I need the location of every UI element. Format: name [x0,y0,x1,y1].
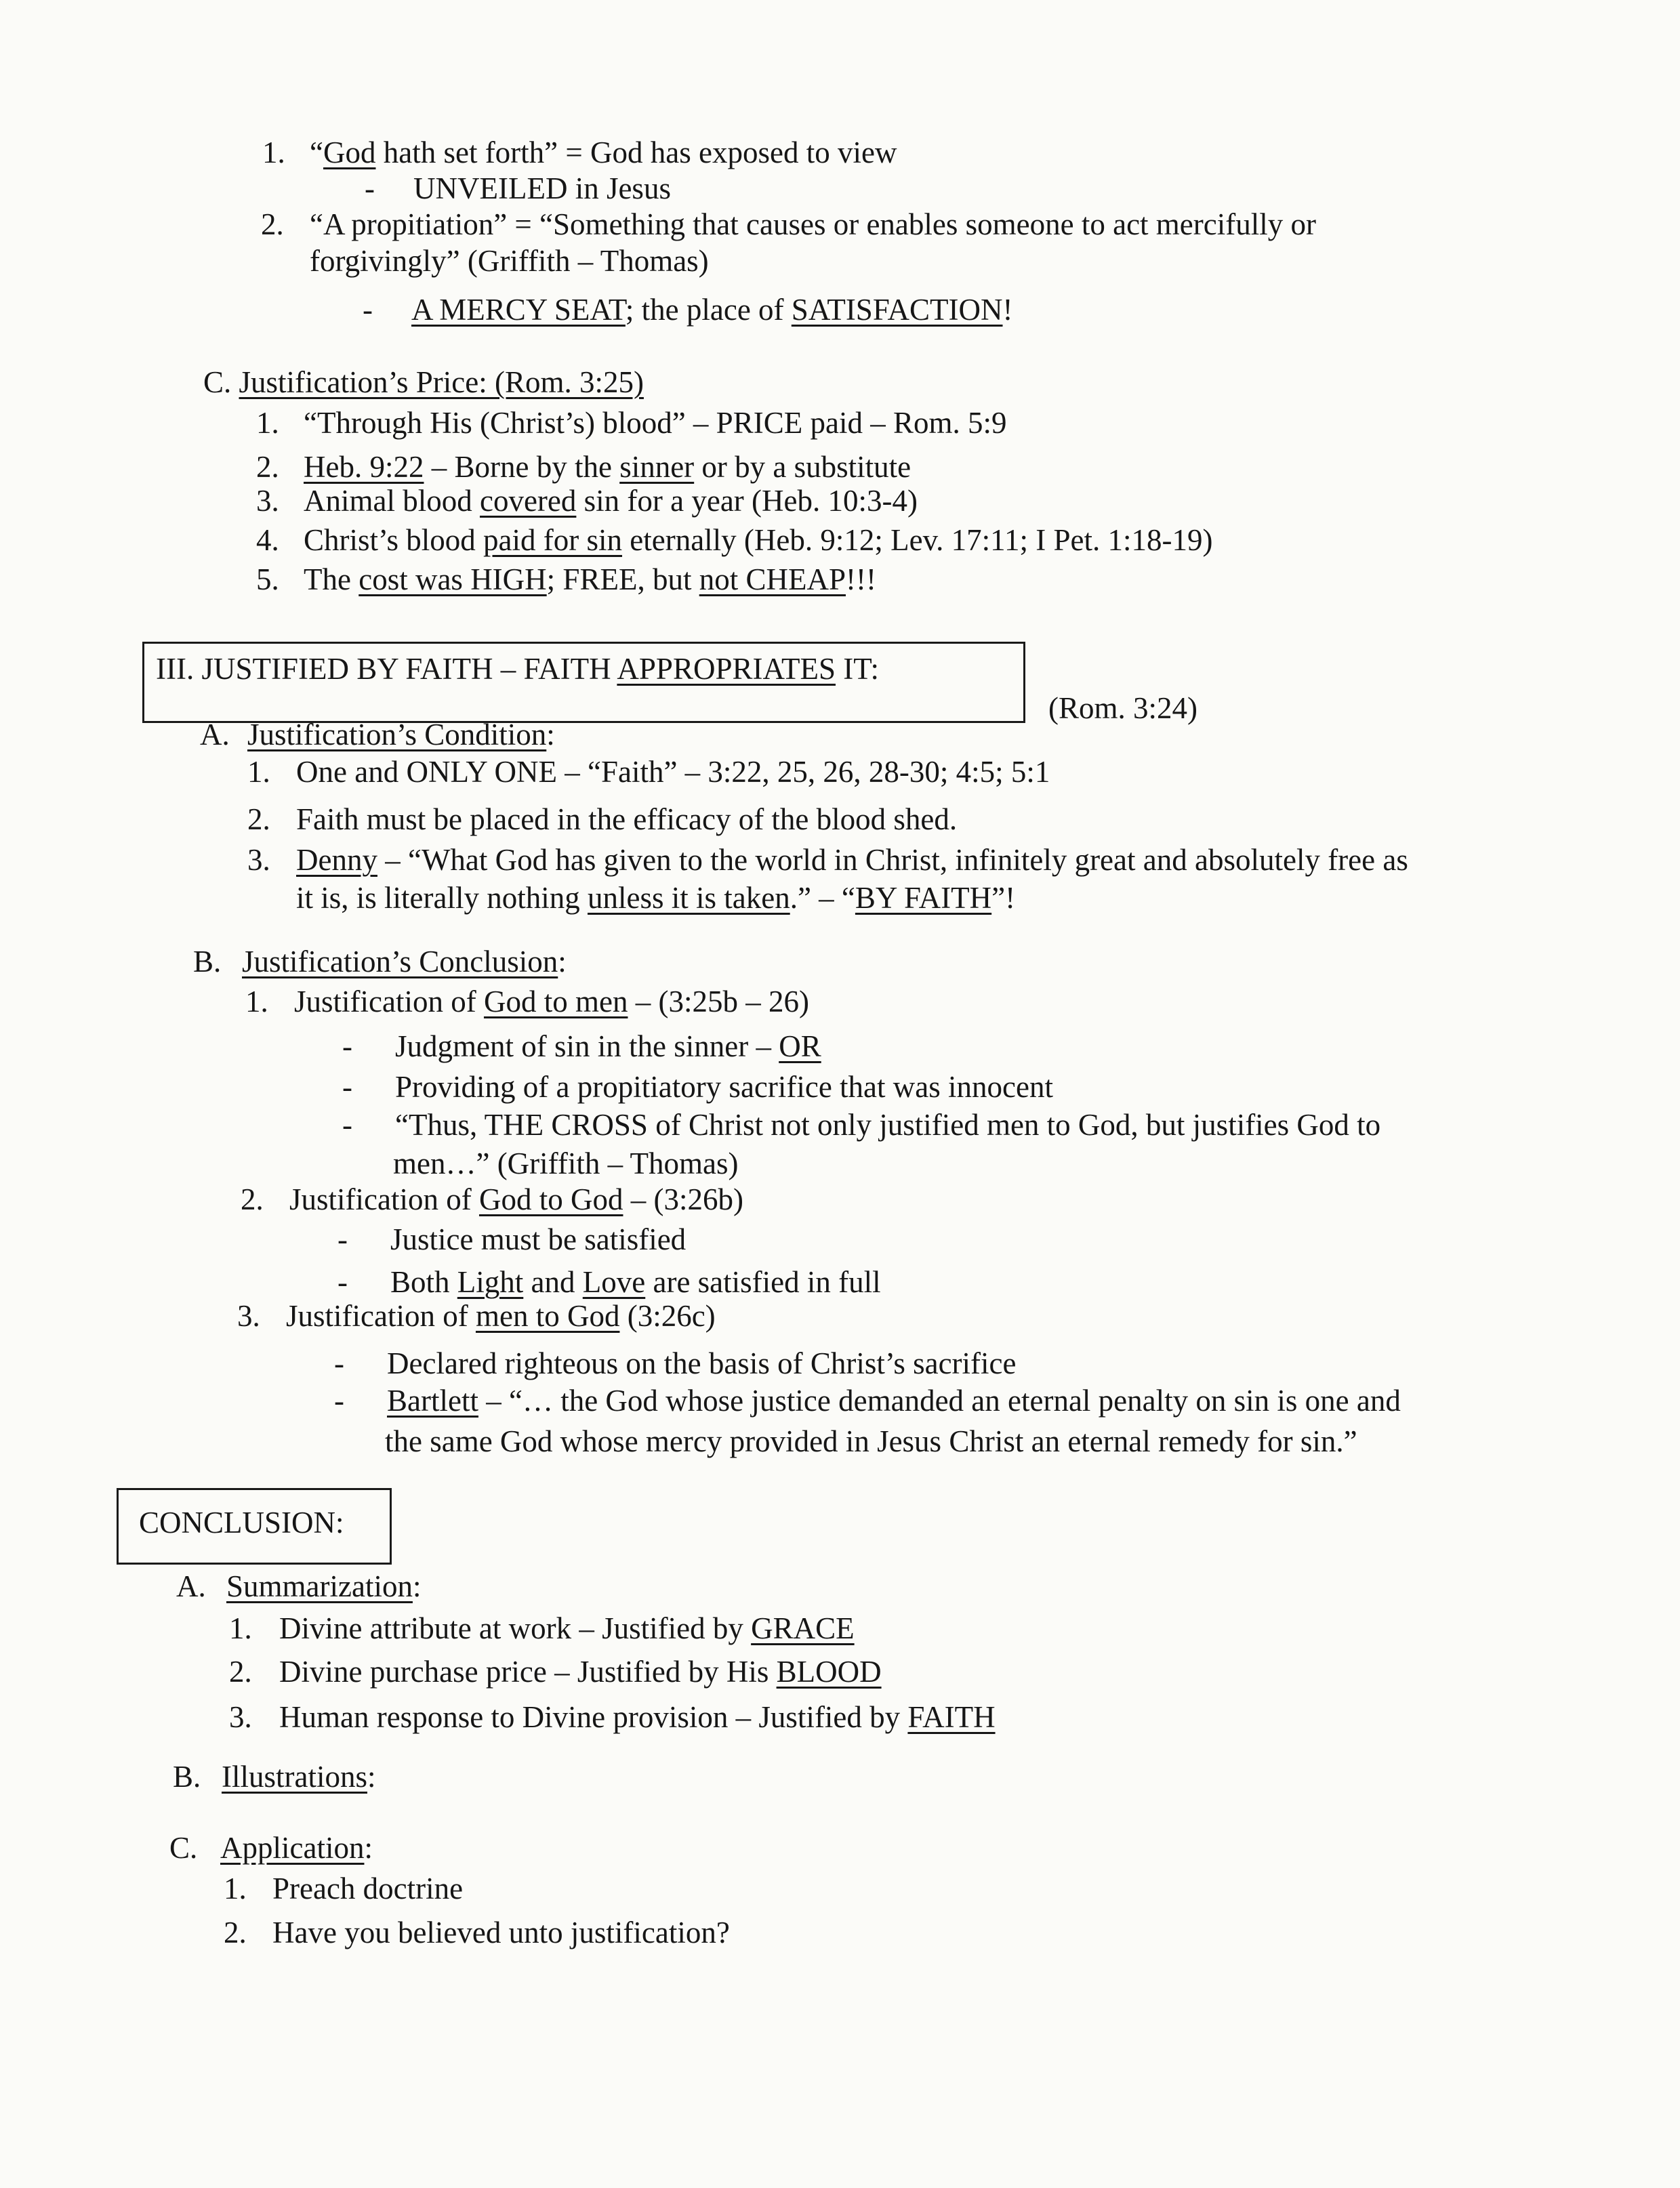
line-justified-by-faith: 3. Human response to Divine provision – Justified by FAITH [229,1700,996,1734]
line-god-to-god: 2. Justification of God to God – (3:26b) [241,1182,743,1216]
line-justified-by-blood: 2. Divine purchase price – Justified by His BLOOD [229,1655,882,1689]
line-providing-of-propitiatory: - Providing of a propitiatory sacrifice that was innocent [342,1070,1053,1104]
conclusion-heading: CONCLUSION: [139,1506,344,1540]
line-same-god-mercy: the same God whose mercy provided in Jesus Christ an eternal remedy for sin.” [385,1424,1357,1458]
line-cost-was-high: 5. The cost was HIGH; FREE, but not CHEAP!!! [256,562,876,596]
line-christs-blood: 4. Christ’s blood paid for sin eternally (Heb. 9:12; Lev. 17:11; I Pet. 1:18-19) [256,523,1213,557]
line-bartlett: - Bartlett – “… the God whose justice demanded an eternal penalty on sin is one and [334,1384,1401,1418]
line-preach-doctrine: 1. Preach doctrine [224,1872,464,1905]
line-denny: 3. Denny – “What God has given to the world in Christ, infinitely great and absolutely free as [247,843,1408,877]
line-men-to-god: 3. Justification of men to God (3:26c) [237,1299,716,1333]
line-unveiled-in-jesus: - UNVEILED in Jesus [365,171,671,205]
line-heb-9-22: 2. Heb. 9:22 – Borne by the sinner or by a substitute [256,450,911,484]
line-thus-the-cross: - “Thus, THE CROSS of Christ not only justified men to God, but justifies God to [342,1108,1381,1142]
heading-justifications-conclusion: B.Justification’s Conclusion: [193,945,567,978]
line-faith-must-be-placed: 2. Faith must be placed in the efficacy of the blood shed. [247,802,958,836]
line-through-his-blood: 1. “Through His (Christ’s) blood” – PRICE paid – Rom. 5:9 [256,406,1007,440]
line-forgivingly: forgivingly” (Griffith – Thomas) [310,244,709,278]
line-a-propitiation: 2. “A propitiation” = “Something that causes or enables someone to act mercifully or [261,207,1316,241]
line-god-to-men: 1. Justification of God to men – (3:25b – 26) [245,985,809,1018]
heading-justifications-condition: A.Justification’s Condition: [200,718,555,751]
line-have-you-believed: 2. Have you believed unto justification? [224,1916,730,1949]
heading-illustrations: B.Illustrations: [173,1760,376,1794]
line-one-and-only-one: 1. One and ONLY ONE – “Faith” – 3:22, 25, 26, 28-30; 4:5; 5:1 [247,755,1050,789]
line-unless-it-is-taken: it is, is literally nothing unless it is taken.” – “BY FAITH”! [296,881,1016,915]
section-iii-heading: III. JUSTIFIED BY FAITH – FAITH APPROPRIATES IT: [156,652,879,686]
heading-application: C.Application: [169,1831,373,1865]
heading-summarization: A.Summarization: [176,1569,422,1603]
line-rom-3-24: (Rom. 3:24) [1048,691,1197,725]
line-mercy-seat: - A MERCY SEAT; the place of SATISFACTION! [363,293,1013,327]
line-justified-by-grace: 1. Divine attribute at work – Justified by GRACE [229,1611,855,1645]
line-animal-blood: 3. Animal blood covered sin for a year (Heb. 10:3-4) [256,484,918,518]
line-men-griffith: men…” (Griffith – Thomas) [393,1147,739,1180]
line-god-hath-set-forth: 1. “God hath set forth” = God has exposed to view [262,136,897,169]
heading-justifications-price: C. Justification’s Price: (Rom. 3:25) [203,365,644,399]
line-declared-righteous: - Declared righteous on the basis of Christ’s sacrifice [334,1346,1017,1380]
line-justice-must-be-satisfied: - Justice must be satisfied [337,1222,687,1256]
line-judgment-of-sin: - Judgment of sin in the sinner – OR [342,1029,821,1063]
line-light-and-love: - Both Light and Love are satisfied in full [337,1265,881,1299]
